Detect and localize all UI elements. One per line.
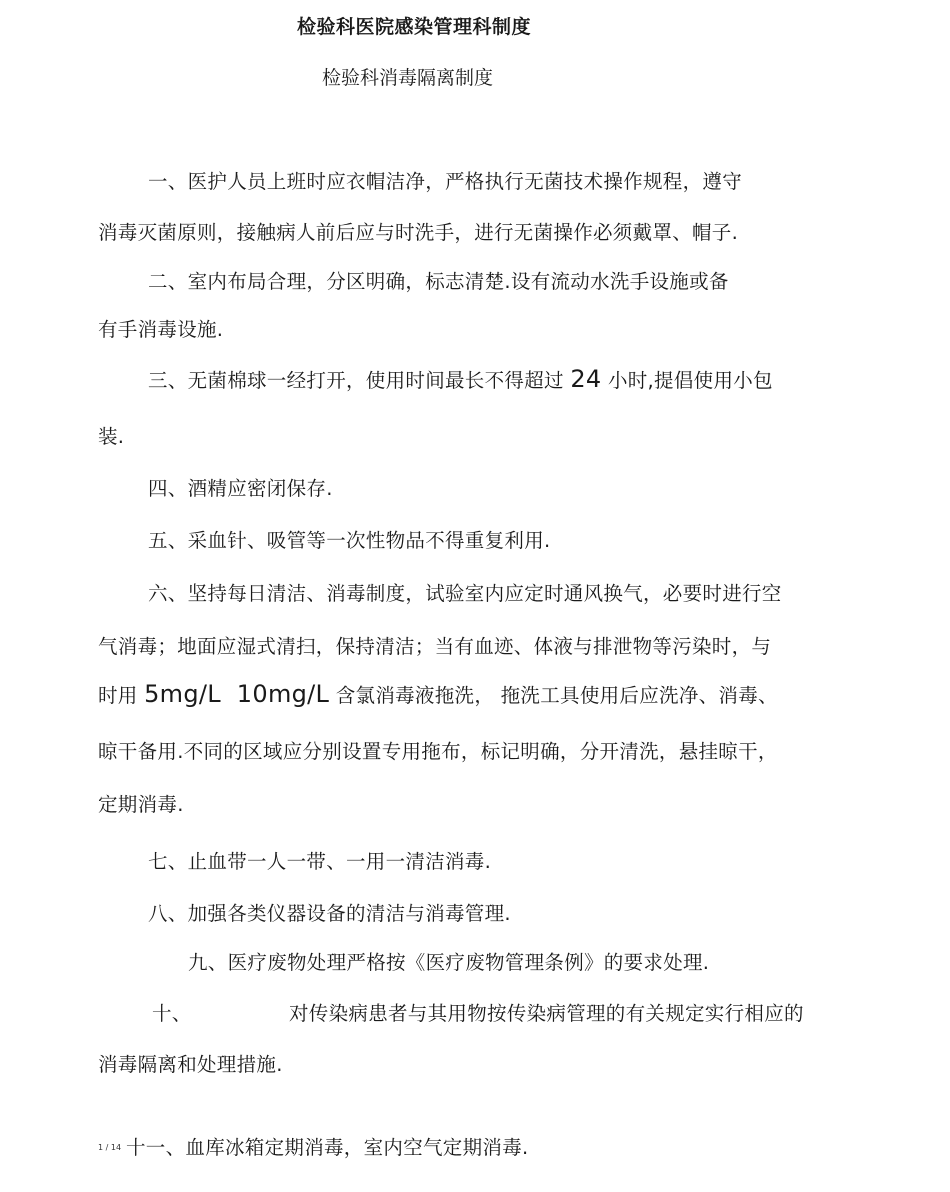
- paragraph-6-text-a: 时用: [98, 684, 138, 707]
- paragraph-3-text-b: 小时,提倡使用小包: [607, 369, 773, 392]
- paragraph-6-line-5: 定期消毒.: [98, 793, 184, 816]
- paragraph-6-line-4: 晾干备用.不同的区域应分别设置专用拖布，标记明确，分开清洗，悬挂晾干，: [98, 740, 778, 763]
- document-title: 检验科医院感染管理科制度: [297, 16, 532, 38]
- paragraph-6-line-3: [98, 680, 778, 708]
- paragraph-3-text-a: 三、无菌棉球一经打开，使用时间最长不得超过: [148, 369, 564, 392]
- paragraph-8: 八、加强各类仪器设备的清洁与消毒管理.: [148, 902, 511, 925]
- paragraph-10-line-2: 消毒隔离和处理措施.: [98, 1053, 283, 1076]
- paragraph-6-concentration: 5mg/L 10mg/L: [144, 680, 330, 708]
- paragraph-6-line-2: 气消毒；地面应湿式清扫，保持清洁；当有血迹、体液与排泄物等污染时，与: [98, 635, 772, 658]
- paragraph-7: 七、止血带一人一带、一用一清洁消毒.: [148, 850, 492, 873]
- paragraph-2-line-1: 二、室内布局合理，分区明确，标志清楚.设有流动水洗手设施或备: [148, 270, 729, 293]
- paragraph-5: 五、采血针、吸管等一次性物品不得重复利用.: [148, 529, 551, 552]
- paragraph-4: 四、酒精应密闭保存.: [148, 477, 333, 500]
- paragraph-9: 九、医疗废物处理严格按《医疗废物管理条例》的要求处理.: [188, 951, 710, 974]
- paragraph-3-number: 24: [570, 365, 602, 393]
- paragraph-6-line-1: 六、坚持每日清洁、消毒制度，试验室内应定时通风换气，必要时进行空: [148, 582, 782, 605]
- paragraph-3-line-1: [148, 365, 773, 393]
- paragraph-1-line-1: 一、医护人员上班时应衣帽洁净，严格执行无菌技术操作规程，遵守: [148, 170, 743, 193]
- paragraph-10-line-1: 对传染病患者与其用物按传染病管理的有关规定实行相应的: [289, 1002, 804, 1025]
- paragraph-1-line-2: 消毒灭菌原则，接触病人前后应与时洗手，进行无菌操作必须戴罩、帽子.: [98, 221, 739, 244]
- paragraph-2-line-2: 有手消毒设施.: [98, 318, 224, 341]
- page-indicator: 1 / 14: [98, 1143, 122, 1152]
- paragraph-3-line-2: 装.: [98, 425, 125, 448]
- document-subtitle: 检验科消毒隔离制度: [322, 67, 494, 89]
- paragraph-10-number: 十、: [152, 1002, 192, 1025]
- paragraph-11: 十一、血库冰箱定期消毒，室内空气定期消毒.: [126, 1136, 529, 1159]
- paragraph-6-text-b: 含氯消毒液拖洗， 拖洗工具使用后应洗净、消毒、: [335, 684, 778, 707]
